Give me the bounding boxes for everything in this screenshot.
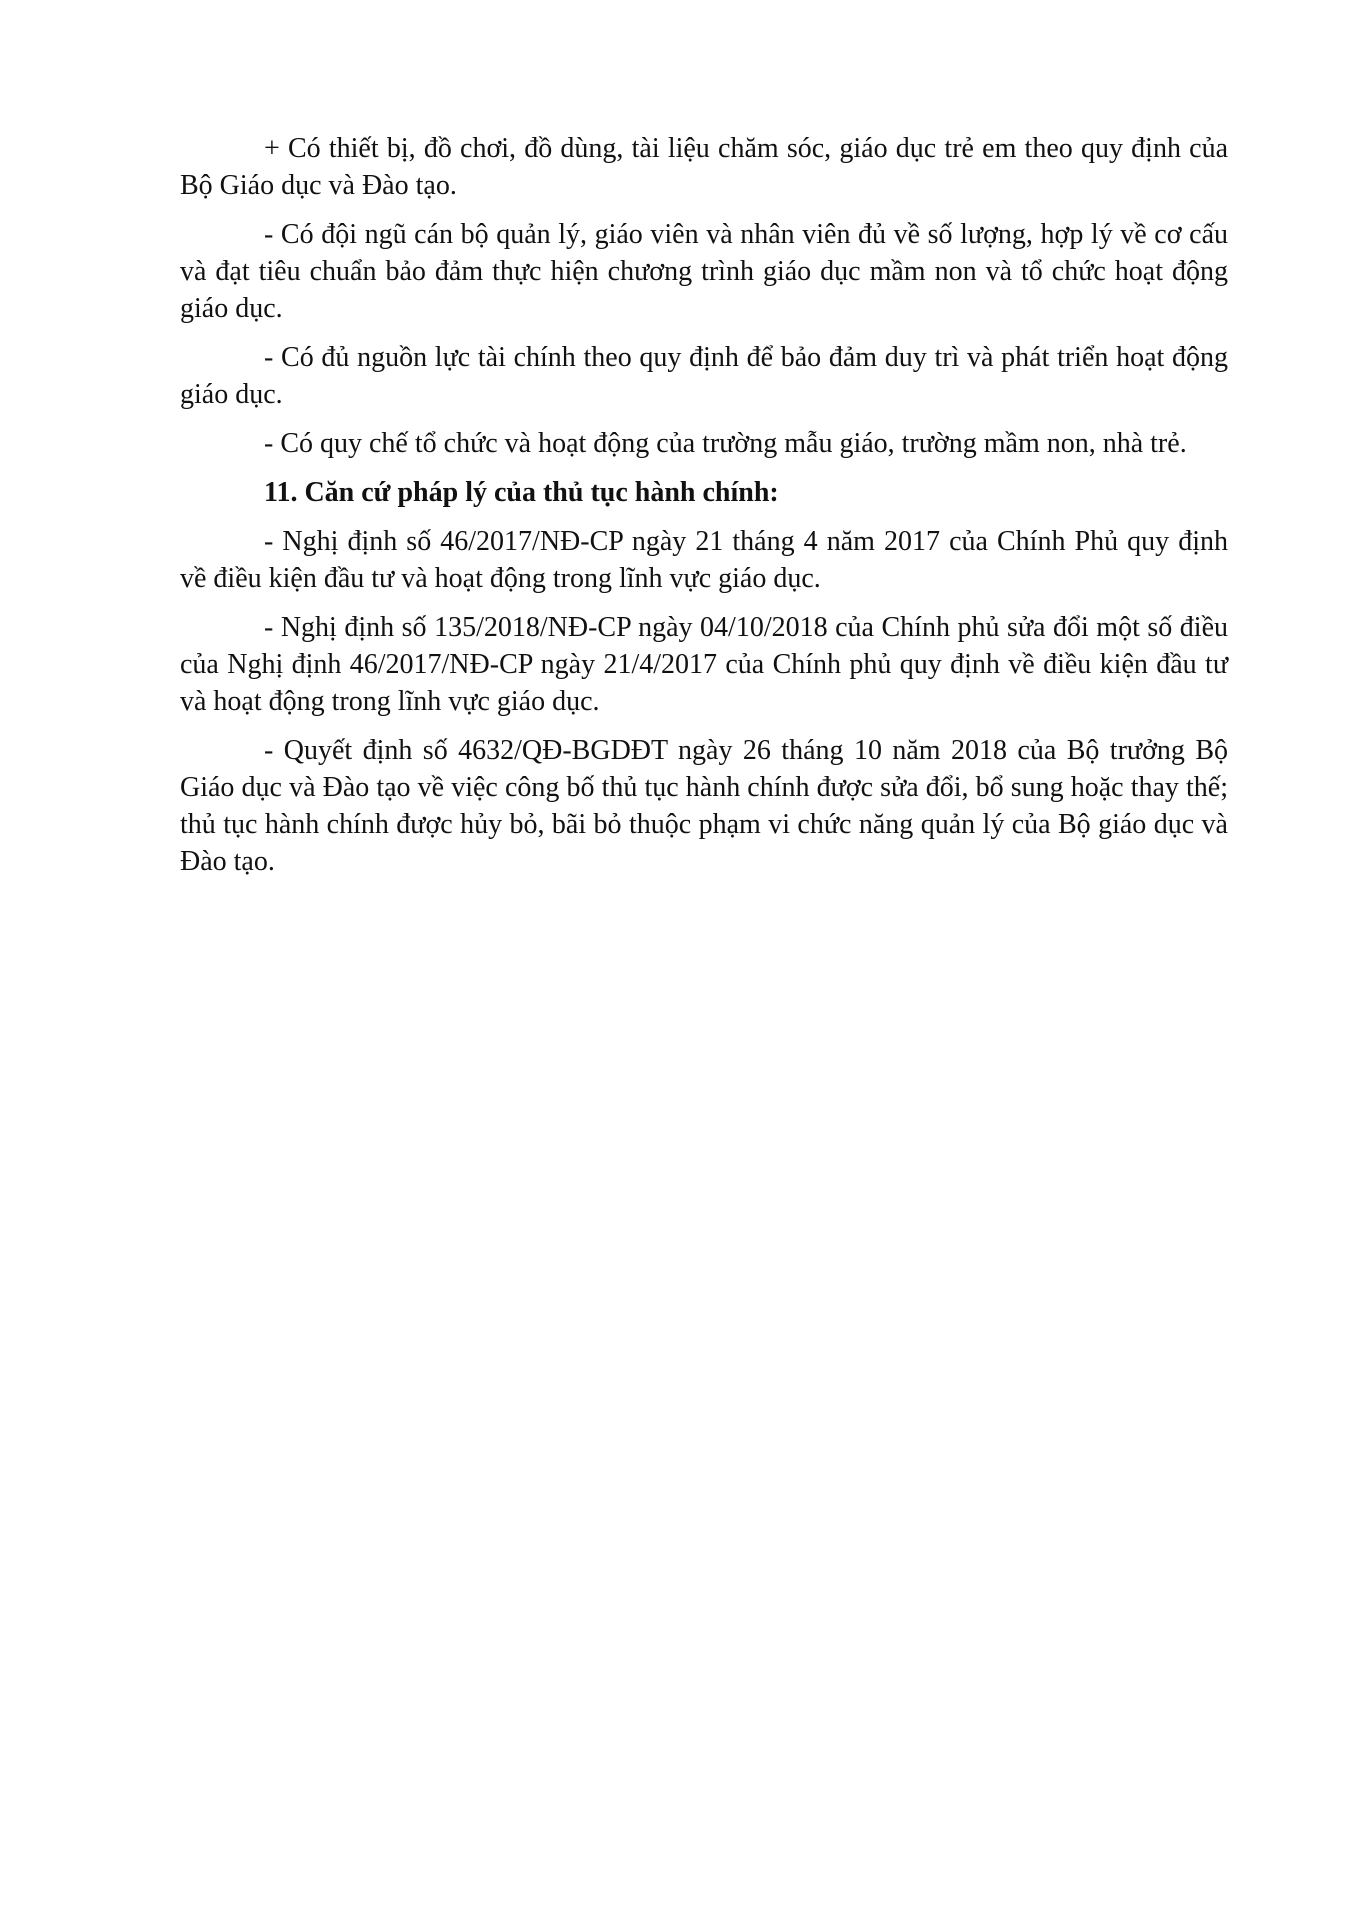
- document-body: [180, 130, 1228, 892]
- paragraph-decree-135: - Nghị định số 135/2018/NĐ-CP ngày 04/10/2018 của Chính phủ sửa đổi một số điều của Nghị định 46/2017/NĐ-CP ngày 21/4/2017 của Chính phủ quy định về điều kiện đầu tư và hoạt động trong lĩnh vực giáo dục.: [180, 612, 1228, 717]
- paragraph-finance: - Có đủ nguồn lực tài chính theo quy định để bảo đảm duy trì và phát triển hoạt động giáo dục.: [180, 342, 1228, 410]
- section-heading: 11. Căn cứ pháp lý của thủ tục hành chính:: [264, 477, 779, 508]
- paragraph-regulations: - Có quy chế tổ chức và hoạt động của trường mẫu giáo, trường mầm non, nhà trẻ.: [264, 428, 1187, 459]
- paragraph-decision-4632: - Quyết định số 4632/QĐ-BGDĐT ngày 26 tháng 10 năm 2018 của Bộ trưởng Bộ Giáo dục và Đào tạo về việc công bố thủ tục hành chính được sửa đổi, bổ sung hoặc thay thế; thủ tục hành chính được hủy bỏ, bãi bỏ thuộc phạm vi chức năng quản lý của Bộ giáo dục và Đào tạo.: [180, 735, 1228, 877]
- paragraph-staff: - Có đội ngũ cán bộ quản lý, giáo viên và nhân viên đủ về số lượng, hợp lý về cơ cấu và đạt tiêu chuẩn bảo đảm thực hiện chương trình giáo dục mầm non và tổ chức hoạt động giáo dục.: [180, 219, 1228, 324]
- paragraph-decree-46: - Nghị định số 46/2017/NĐ-CP ngày 21 tháng 4 năm 2017 của Chính Phủ quy định về điều kiện đầu tư và hoạt động trong lĩnh vực giáo dục.: [180, 526, 1228, 594]
- paragraph-equipment: + Có thiết bị, đồ chơi, đồ dùng, tài liệu chăm sóc, giáo dục trẻ em theo quy định của Bộ Giáo dục và Đào tạo.: [180, 133, 1228, 201]
